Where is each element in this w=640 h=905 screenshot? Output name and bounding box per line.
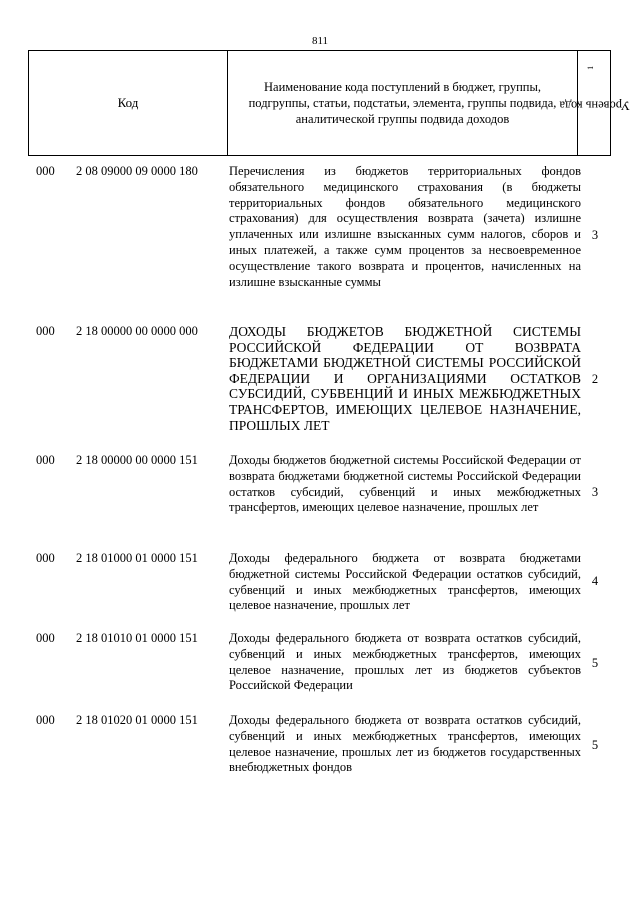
code-level: 3 [591,228,599,242]
code-level: 4 [591,574,599,588]
header-level [559,51,630,155]
admin-code: 000 [36,324,55,338]
income-name: Доходы бюджетов бюджетной системы Российской Федерации от возврата бюджетами бюджетной системы Российской Федерации остатков субсидий, субвенций и иных межбюджетных трансфертов, имеющих целевое назначение, прошлых лет [229,453,581,515]
admin-code: 000 [36,164,55,178]
income-code: 2 18 00000 00 0000 000 [76,324,198,338]
header-level-label: Уровень кода [559,98,630,113]
income-name: Доходы федерального бюджета от возврата остатков субсидий, субвенций и иных межбюджетных трансфертов, имеющих целевое назначение, прошлых лет из бюджетов субъектов Российской Федерации [229,631,581,693]
header-level-footnote: 1 [585,65,595,70]
income-name: Перечисления из бюджетов территориальных фондов обязательного медицинского страхования (в бюджеты территориальных фондов обязательного медицинского страхования) для осуществления возврата (зачета) излишне уплаченных или излишне взысканных сумм налогов, сборов и иных платежей, а также сумм процентов за несвоевременное осуществление такого возврата и процентов, начисленных на излишне взысканные суммы [229,164,581,289]
income-name: Доходы федерального бюджета от возврата бюджетами бюджетной системы Российской Федерации остатков субсидий, субвенций и иных межбюджетных трансфертов, имеющих целевое назначение, прошлых лет [229,551,581,613]
income-name: ДОХОДЫ БЮДЖЕТОВ БЮДЖЕТНОЙ СИСТЕМЫ РОССИЙСКОЙ ФЕДЕРАЦИИ ОТ ВОЗВРАТА БЮДЖЕТАМИ БЮДЖЕТНОЙ СИСТЕМЫ РОССИЙСКОЙ ФЕДЕРАЦИИ И ОРГАНИЗАЦИЯМИ ОСТАТКОВ СУБСИДИЙ, СУБВЕНЦИЙ И ИНЫХ МЕЖБЮДЖЕТНЫХ ТРАНСФЕРТОВ, ИМЕЮЩИХ ЦЕЛЕВОЕ НАЗНАЧЕНИЕ, ПРОШЛЫХ ЛЕТ [229,324,581,433]
income-code: 2 18 01000 01 0000 151 [76,551,198,565]
income-name: Доходы федерального бюджета от возврата остатков субсидий, субвенций и иных межбюджетных трансфертов, имеющих целевое назначение, прошлых лет из бюджетов государственных внебюджетных фондов [229,713,581,775]
code-level: 5 [591,656,599,670]
table-header [28,50,630,156]
header-name: Наименование кода поступлений в бюджет, группы, подгруппы, статьи, подстатьи, элемента, группы подвида, аналитической группы подвида доходов [228,51,578,155]
code-level: 5 [591,738,599,752]
code-level: 3 [591,485,599,499]
income-code: 2 18 01020 01 0000 151 [76,713,198,727]
income-code: 2 18 00000 00 0000 151 [76,453,198,467]
admin-code: 000 [36,453,55,467]
page-number: 811 [311,35,329,47]
header-code: Код [29,51,228,155]
admin-code: 000 [36,713,55,727]
income-code: 2 08 09000 09 0000 180 [76,164,198,178]
admin-code: 000 [36,551,55,565]
admin-code: 000 [36,631,55,645]
income-code: 2 18 01010 01 0000 151 [76,631,198,645]
code-level: 2 [591,372,599,386]
